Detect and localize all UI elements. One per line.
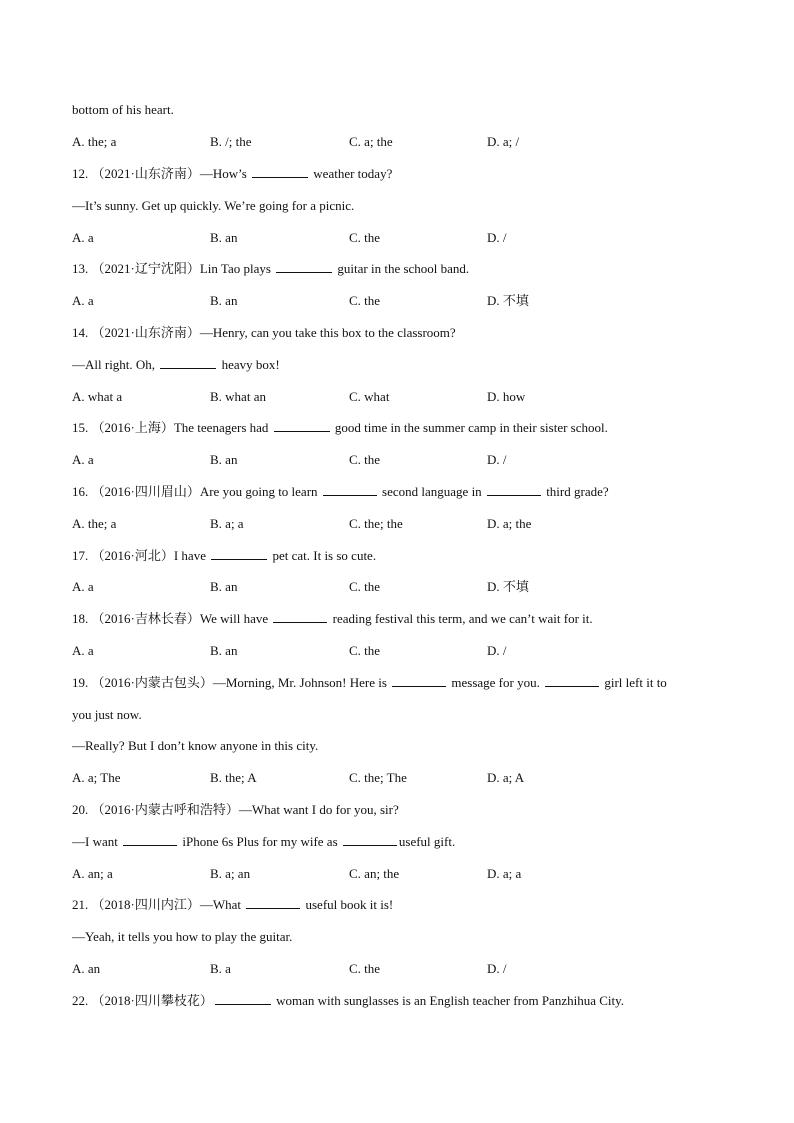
option-b[interactable]: B. a; an (210, 866, 251, 881)
option-a[interactable]: A. an; a (72, 866, 113, 881)
option-b[interactable]: B. a (210, 961, 231, 976)
question-13: 13. （2021·辽宁沈阳）Lin Tao plays guitar in the school band. (72, 261, 470, 276)
answer-blank[interactable] (252, 164, 308, 178)
option-c[interactable]: C. the; the (349, 516, 403, 531)
option-b[interactable]: B. /; the (210, 134, 252, 149)
option-d[interactable]: D. 不填 (487, 579, 529, 594)
q21-reply: —Yeah, it tells you how to play the guitar. (72, 929, 293, 944)
option-d[interactable]: D. a; the (487, 516, 532, 531)
question-17: 17. （2016·河北）I have pet cat. It is so cute. (72, 548, 377, 563)
question-number: 17. (72, 548, 89, 563)
option-b[interactable]: B. an (210, 452, 238, 467)
option-d[interactable]: D. 不填 (487, 293, 529, 308)
option-c[interactable]: C. the (349, 961, 381, 976)
question-number: 14. (72, 325, 89, 340)
q19-reply: —Really? But I don’t know anyone in this city. (72, 738, 319, 753)
q15-options (0, 450, 794, 470)
q12-reply: —It’s sunny. Get up quickly. We’re going for a picnic. (72, 198, 355, 213)
option-a[interactable]: A. a; The (72, 770, 121, 785)
q12-options (0, 228, 794, 248)
option-c[interactable]: C. the (349, 230, 381, 245)
answer-blank[interactable] (211, 546, 267, 560)
question-source: （2016·河北） (91, 548, 174, 563)
option-a[interactable]: A. what a (72, 389, 123, 404)
answer-blank[interactable] (545, 673, 599, 687)
option-d[interactable]: D. a; / (487, 134, 520, 149)
question-source: （2016·上海） (91, 420, 174, 435)
option-b[interactable]: B. an (210, 293, 238, 308)
option-a[interactable]: A. a (72, 230, 94, 245)
q14-reply: —All right. Oh, heavy box! (72, 357, 280, 372)
question-18: 18. （2016·吉林长春）We will have reading festival this term, and we can’t wait for it. (72, 611, 593, 626)
q17-options (0, 577, 794, 597)
answer-blank[interactable] (276, 259, 332, 273)
question-source: （2018·四川内江） (91, 897, 200, 912)
option-d[interactable]: D. / (487, 452, 507, 467)
question-number: 15. (72, 420, 89, 435)
answer-blank[interactable] (246, 895, 300, 909)
question-number: 13. (72, 261, 89, 276)
q20-reply: —I want iPhone 6s Plus for my wife as useful gift. (72, 834, 456, 849)
question-number: 16. (72, 484, 89, 499)
option-a[interactable]: A. the; a (72, 134, 117, 149)
option-d[interactable]: D. / (487, 961, 507, 976)
question-12: 12. （2021·山东济南）—How’s weather today? (72, 166, 393, 181)
q13-options (0, 291, 794, 311)
question-19: 19. （2016·内蒙古包头）—Morning, Mr. Johnson! Here is message for you. girl left it to (72, 675, 667, 690)
question-source: （2016·吉林长春） (91, 611, 200, 626)
question-22: 22. （2018·四川攀枝花） woman with sunglasses is an English teacher from Panzhihua City. (72, 993, 625, 1008)
q19-continuation: you just now. (72, 707, 142, 722)
option-d[interactable]: D. a; a (487, 866, 522, 881)
question-number: 19. (72, 675, 89, 690)
question-source: （2018·四川攀枝花） (91, 993, 213, 1008)
option-b[interactable]: B. the; A (210, 770, 257, 785)
answer-blank[interactable] (160, 355, 216, 369)
question-source: （2016·内蒙古包头） (91, 675, 213, 690)
option-b[interactable]: B. an (210, 230, 238, 245)
question-16: 16. （2016·四川眉山）Are you going to learn second language in third grade? (72, 484, 609, 499)
option-d[interactable]: D. how (487, 389, 526, 404)
q19-options (0, 768, 794, 788)
answer-blank[interactable] (274, 418, 330, 432)
answer-blank[interactable] (392, 673, 446, 687)
q18-options (0, 641, 794, 661)
question-source: （2021·山东济南） (91, 166, 200, 181)
option-a[interactable]: A. a (72, 452, 94, 467)
question-21: 21. （2018·四川内江）—What useful book it is! (72, 897, 394, 912)
option-b[interactable]: B. a; a (210, 516, 244, 531)
question-14: 14. （2021·山东济南）—Henry, can you take this box to the classroom? (72, 325, 456, 340)
option-c[interactable]: C. the; The (349, 770, 407, 785)
question-15: 15. （2016·上海）The teenagers had good time in the summer camp in their sister school. (72, 420, 608, 435)
option-a[interactable]: A. a (72, 643, 94, 658)
q16-options (0, 514, 794, 534)
question-20: 20. （2016·内蒙古呼和浩特）—What want I do for you, sir? (72, 802, 399, 817)
q11-continuation: bottom of his heart. (72, 102, 174, 117)
option-b[interactable]: B. an (210, 579, 238, 594)
answer-blank[interactable] (273, 609, 327, 623)
answer-blank[interactable] (487, 482, 541, 496)
option-a[interactable]: A. an (72, 961, 101, 976)
q21-options (0, 959, 794, 979)
answer-blank[interactable] (343, 832, 397, 846)
option-a[interactable]: A. a (72, 293, 94, 308)
question-source: （2016·内蒙古呼和浩特） (91, 802, 239, 817)
option-c[interactable]: C. a; the (349, 134, 393, 149)
option-c[interactable]: C. the (349, 452, 381, 467)
option-a[interactable]: A. a (72, 579, 94, 594)
option-b[interactable]: B. an (210, 643, 238, 658)
answer-blank[interactable] (123, 832, 177, 846)
question-number: 12. (72, 166, 89, 181)
question-source: （2016·四川眉山） (91, 484, 200, 499)
answer-blank[interactable] (323, 482, 377, 496)
q14-options (0, 387, 794, 407)
option-c[interactable]: C. what (349, 389, 390, 404)
option-d[interactable]: D. a; A (487, 770, 525, 785)
option-b[interactable]: B. what an (210, 389, 266, 404)
option-d[interactable]: D. / (487, 230, 507, 245)
question-number: 20. (72, 802, 89, 817)
question-source: （2021·山东济南） (91, 325, 200, 340)
question-number: 22. (72, 993, 89, 1008)
question-source: （2021·辽宁沈阳） (91, 261, 200, 276)
option-a[interactable]: A. the; a (72, 516, 117, 531)
option-c[interactable]: C. the (349, 643, 381, 658)
question-number: 21. (72, 897, 89, 912)
option-c[interactable]: C. the (349, 293, 381, 308)
q11-options (0, 132, 794, 152)
option-c[interactable]: C. an; the (349, 866, 400, 881)
answer-blank[interactable] (215, 991, 271, 1005)
option-d[interactable]: D. / (487, 643, 507, 658)
q20-options (0, 864, 794, 884)
question-number: 18. (72, 611, 89, 626)
option-c[interactable]: C. the (349, 579, 381, 594)
